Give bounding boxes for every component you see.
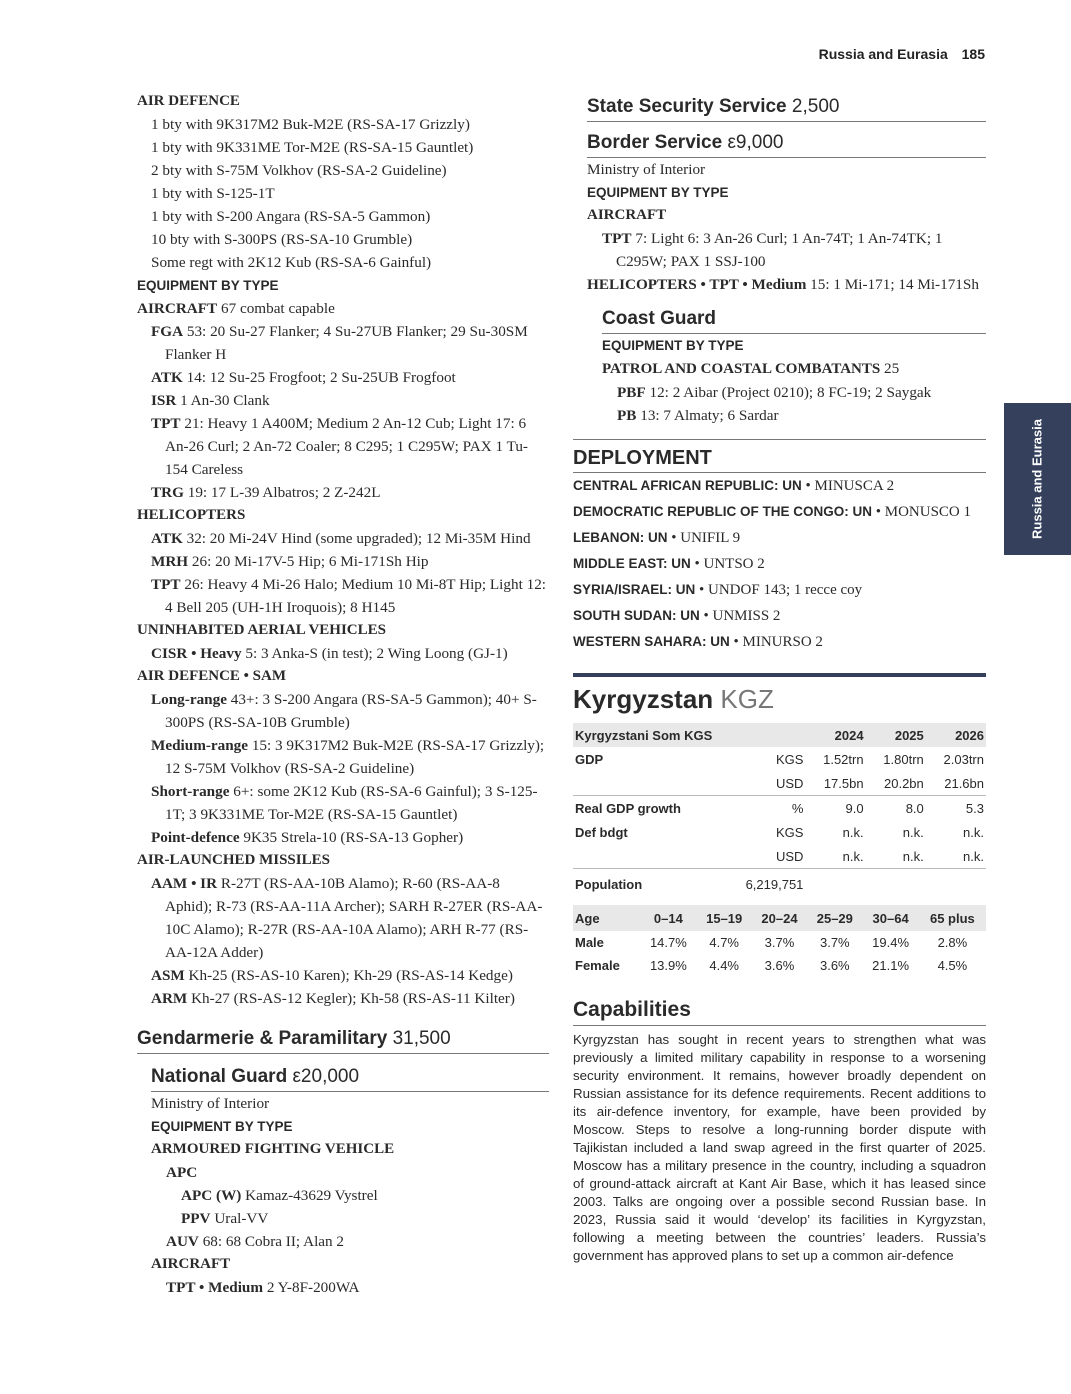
econ-year: 2024: [805, 723, 865, 747]
econ-value: 2.03trn: [943, 751, 984, 767]
running-header: [819, 46, 985, 62]
econ-row: [573, 747, 986, 771]
ng-auv: AUV 68: 68 Cobra II; Alan 2: [166, 1233, 345, 1250]
aircraft-item: [137, 366, 549, 389]
deployment-mission: • UNTSO 2: [690, 556, 765, 572]
missile-item: [137, 964, 549, 987]
air-defence-item: Some regt with 2K12 Kub (RS-SA-6 Gainful): [151, 254, 432, 271]
deployment-country: LEBANON: UN: [573, 530, 668, 545]
deployment-mission: • UNDOF 143; 1 recce coy: [695, 582, 863, 598]
deployment-item: [573, 603, 986, 629]
uav-item-label: CISR • Heavy: [151, 645, 242, 662]
aircraft-item: [137, 412, 549, 481]
air-defence-item: 1 bty with 9K331ME Tor-M2E (RS-SA-15 Gauntlet): [151, 139, 474, 156]
missile-item-label: AAM • IR: [151, 875, 218, 892]
missile-item-label: ARM: [151, 990, 188, 1007]
aircraft-list: [137, 320, 549, 504]
bs-tpt: TPT 7: Light 6: 3 An-26 Curl; 1 An-74T; 1 An-74TK; 1 C295W; PAX 1 SSJ-100: [602, 230, 943, 270]
country-title: Kyrgyzstan KGZ: [573, 673, 986, 717]
econ-currency: Kyrgyzstani Som KGS: [573, 723, 805, 747]
helicopter-item-label: TPT: [151, 576, 181, 593]
age-cell: 4.7%: [709, 935, 739, 950]
sam-item-label: Short-range: [151, 783, 230, 800]
econ-value: n.k.: [805, 844, 865, 869]
helicopter-item-label: ATK: [151, 530, 183, 547]
age-header-cell: 20–24: [752, 905, 807, 931]
ng-apc: APC: [166, 1164, 198, 1181]
deployment-country: SOUTH SUDAN: UN: [573, 608, 700, 623]
econ-value: 1.52trn: [823, 751, 864, 767]
econ-row: [573, 844, 986, 869]
deployment-country: SYRIA/ISRAEL: UN: [573, 582, 696, 597]
age-header-cell: 25–29: [807, 905, 862, 931]
national-guard-heading: National Guard ε20,000: [151, 1064, 549, 1092]
econ-header-row: [573, 723, 986, 747]
deployment-heading: DEPLOYMENT: [573, 439, 986, 473]
uav-heading: UNINHABITED AERIAL VEHICLES: [137, 622, 386, 638]
helicopter-item-text: 26: 20 Mi-17V-5 Hip; 6 Mi-171Sh Hip: [188, 553, 429, 570]
econ-unit: USD: [722, 771, 806, 796]
header-section: Russia and Eurasia: [818, 46, 948, 62]
econ-row: [573, 771, 986, 796]
econ-unit: KGS: [775, 751, 804, 767]
bs-aircraft-heading: AIRCRAFT: [587, 207, 667, 223]
population-spacer: [805, 869, 986, 900]
ng-aircraft-heading: AIRCRAFT: [151, 1256, 231, 1272]
helicopter-item-label: MRH: [151, 553, 189, 570]
missile-item: [137, 987, 549, 1010]
aircraft-item-text: 19: 17 L-39 Albatros; 2 Z-242L: [183, 484, 381, 501]
econ-value: 5.3: [965, 800, 984, 816]
missile-item-label: ASM: [151, 967, 185, 984]
deployment-mission: • MONUSCO 1: [872, 504, 972, 520]
missiles-heading: AIR-LAUNCHED MISSILES: [137, 852, 330, 868]
air-defence-item: 1 bty with S-125-1T: [151, 185, 275, 202]
left-column: [137, 90, 549, 1299]
aircraft-item-text: 53: 20 Su-27 Flanker; 4 Su-27UB Flanker; 29 Su-30SM Flanker H: [165, 323, 528, 363]
helicopter-item-text: 32: 20 Mi-24V Hind (some upgraded); 12 Mi-35M Hind: [182, 530, 531, 547]
ng-afv-heading: ARMOURED FIGHTING VEHICLE: [151, 1141, 395, 1157]
missile-item-text: Kh-27 (RS-AS-12 Kegler); Kh-58 (RS-AS-11 Kilter): [187, 990, 515, 1007]
deployment-mission: • UNIFIL 9: [667, 530, 741, 546]
ng-apc-w: APC (W) Kamaz-43629 Vystrel: [181, 1187, 378, 1204]
sam-item: [137, 826, 549, 849]
uav-item: [137, 642, 549, 665]
helicopter-item: [137, 573, 549, 619]
sam-item: [137, 688, 549, 734]
air-defence-item: 1 bty with S-200 Angara (RS-SA-5 Gammon): [151, 208, 431, 225]
air-defence-heading: AIR DEFENCE: [137, 93, 240, 109]
sam-item-text: 9K35 Strela-10 (RS-SA-13 Gopher): [239, 829, 464, 846]
ng-equipment-heading: EQUIPMENT BY TYPE: [151, 1119, 293, 1134]
sam-item-label: Medium-range: [151, 737, 249, 754]
air-defence-item: 2 bty with S-75M Volkhov (RS-SA-2 Guideline): [151, 162, 447, 179]
age-cell: 3.6%: [819, 958, 850, 973]
ng-tpt: TPT • Medium 2 Y-8F-200WA: [166, 1279, 360, 1296]
deployment-mission: • MINURSO 2: [729, 634, 823, 650]
population-value: 6,219,751: [745, 876, 804, 892]
aircraft-item-label: ISR: [151, 392, 177, 409]
age-header-cell: Age: [573, 905, 640, 931]
missiles-list: [137, 872, 549, 1010]
deployment-mission: • MINUSCA 2: [801, 478, 895, 494]
age-header-row: [573, 905, 986, 931]
age-cell: 19.4%: [872, 935, 910, 950]
sam-item: [137, 780, 549, 826]
missile-item-text: R-27T (RS-AA-10B Alamo); R-60 (RS-AA-8 Aphid); R-73 (RS-AA-11A Archer); SARH R-27ER (RS-AA-10C Alamo); R-27R (RS-AA-10A Alamo); ARH R-77 (RS-AA-12A Adder): [165, 875, 543, 961]
age-cell: Male: [575, 935, 604, 950]
aircraft-item-label: TPT: [151, 415, 181, 432]
aircraft-item-text: 14: 12 Su-25 Frogfoot; 2 Su-25UB Frogfoot: [182, 369, 456, 386]
ng-ppv: PPV Ural-VV: [181, 1210, 269, 1227]
helicopter-item: [137, 527, 549, 550]
deployment-item: [573, 473, 986, 499]
age-cell: 3.7%: [819, 935, 850, 950]
econ-value: 20.2bn: [866, 771, 926, 796]
age-cell: 4.5%: [937, 958, 968, 973]
aircraft-item-text: 21: Heavy 1 A400M; Medium 2 An-12 Cub; Light 17: 6 An-26 Curl; 2 An-72 Coaler; 8 C295; 1 C295W; PAX 1 Tu-154 Careless: [165, 415, 528, 478]
aircraft-item: [137, 389, 549, 412]
econ-value: n.k.: [902, 824, 924, 840]
ng-ministry: Ministry of Interior: [151, 1095, 270, 1112]
aircraft-item-text: 1 An-30 Clank: [176, 392, 270, 409]
sam-item-text: 43+: 3 S-200 Angara (RS-SA-5 Gammon); 40+ S-300PS (RS-SA-10B Grumble): [165, 691, 537, 731]
sam-list: [137, 688, 549, 849]
age-cell: 3.7%: [764, 935, 795, 950]
age-header-cell: 15–19: [697, 905, 752, 931]
missile-item-text: Kh-25 (RS-AS-10 Karen); Kh-29 (RS-AS-14 Kedge): [184, 967, 513, 984]
deployment-country: CENTRAL AFRICAN REPUBLIC: UN: [573, 478, 802, 493]
econ-year: 2025: [866, 723, 926, 747]
age-table: [573, 905, 986, 977]
helicopter-item: [137, 550, 549, 573]
age-cell: 4.4%: [709, 958, 739, 973]
section-side-tab: [1004, 403, 1071, 555]
cg-pb: PB 13: 7 Almaty; 6 Sardar: [617, 407, 779, 424]
bs-helicopters: HELICOPTERS • TPT • Medium 15: 1 Mi-171; 14 Mi-171Sh: [587, 276, 979, 293]
age-cell: 21.1%: [872, 958, 910, 973]
age-header-cell: 65 plus: [919, 905, 986, 931]
econ-value: 9.0: [845, 800, 864, 816]
econ-value: n.k.: [963, 824, 984, 840]
econ-label: Def bdgt: [575, 824, 628, 840]
missile-item: [137, 872, 549, 964]
coast-guard-heading: Coast Guard: [602, 306, 986, 334]
age-cell: 14.7%: [649, 935, 687, 950]
equipment-heading: EQUIPMENT BY TYPE: [137, 278, 279, 293]
sam-item: [137, 734, 549, 780]
air-defence-item: 1 bty with 9K317M2 Buk-M2E (RS-SA-17 Grizzly): [151, 116, 470, 133]
helicopter-item-text: 26: Heavy 4 Mi-26 Halo; Medium 10 Mi-8T Hip; Light 12: 4 Bell 205 (UH-1H Iroquois); 8 H145: [165, 576, 547, 616]
econ-value: n.k.: [926, 844, 986, 869]
econ-value: 1.80trn: [883, 751, 924, 767]
uav-item-text: 5: 3 Anka-S (in test); 2 Wing Loong (GJ-1): [241, 645, 508, 662]
deployment-country: WESTERN SAHARA: UN: [573, 634, 730, 649]
econ-unit: %: [791, 800, 804, 816]
econ-label: [573, 844, 722, 869]
sam-item-text: 15: 3 9K317M2 Buk-M2E (RS-SA-17 Grizzly); 12 S-75M Volkhov (RS-SA-2 Guideline): [165, 737, 545, 777]
bs-equipment-heading: EQUIPMENT BY TYPE: [587, 185, 729, 200]
age-cell: 3.6%: [764, 958, 795, 973]
helicopters-list: [137, 527, 549, 619]
econ-value: n.k.: [866, 844, 926, 869]
cg-equipment-heading: EQUIPMENT BY TYPE: [602, 338, 744, 353]
capabilities-text: Kyrgyzstan has sought in recent years to strengthen what was previously a limited military capability in response to a worsening security environment. It remains, however broadly dependent on Russian assistance for its defence requirements. Recent additions to its air-defence inventory, for example, have been provided by Moscow. Steps to resolve a long-running border dispute with Tajikistan included a land swap agreed in the first quarter of 2025. Moscow has a military presence in the country, including a squadron of ground-attack aircraft at Kant Air Base, which it has leased since 2003. Talks are ongoing over a possible second Russian base. In 2023, Russia said it would ‘develop’ its facilities in Kyrgyzstan, following a meeting between the countries’ leaders. Russia’s government has approved plans to set up a common air-defence: [573, 1032, 986, 1263]
air-defence-list: [137, 113, 549, 274]
age-row: [573, 931, 986, 954]
econ-label: [573, 771, 722, 796]
econ-row: [573, 820, 986, 844]
age-cell: 2.8%: [937, 935, 968, 950]
aircraft-item-label: FGA: [151, 323, 184, 340]
side-tab-label: Russia and Eurasia: [1029, 419, 1045, 539]
econ-value: 21.6bn: [926, 771, 986, 796]
population-label: Population: [575, 876, 643, 892]
age-header-cell: 0–14: [640, 905, 696, 931]
cg-pcc: PATROL AND COASTAL COMBATANTS 25: [602, 360, 900, 377]
age-header-cell: 30–64: [862, 905, 918, 931]
econ-unit: KGS: [775, 824, 804, 840]
deployment-item: [573, 629, 986, 655]
deployment-item: [573, 577, 986, 603]
econ-unit: USD: [722, 844, 806, 869]
economic-table: [573, 723, 986, 899]
aircraft-item-label: TRG: [151, 484, 184, 501]
population-row: [573, 869, 986, 900]
right-column: [573, 90, 986, 1265]
air-defence-sam-heading: AIR DEFENCE • SAM: [137, 668, 287, 684]
age-row: [573, 954, 986, 977]
aircraft-item-label: ATK: [151, 369, 183, 386]
deployment-item: [573, 499, 986, 525]
border-service-heading: Border Service ε9,000: [587, 130, 986, 158]
age-cell: Female: [575, 958, 620, 973]
deployment-item: [573, 551, 986, 577]
econ-label: Real GDP growth: [575, 800, 681, 816]
sam-item-label: Long-range: [151, 691, 227, 708]
econ-year: 2026: [926, 723, 986, 747]
capabilities-heading: Capabilities: [573, 995, 986, 1026]
cg-pbf: PBF 12: 2 Aibar (Project 0210); 8 FC-19; 2 Saygak: [617, 384, 932, 401]
helicopters-heading: HELICOPTERS: [137, 507, 246, 523]
deployment-item: [573, 525, 986, 551]
aircraft-item: [137, 481, 549, 504]
deployment-country: DEMOCRATIC REPUBLIC OF THE CONGO: UN: [573, 504, 872, 519]
gendarmerie-heading: Gendarmerie & Paramilitary 31,500: [137, 1026, 549, 1054]
deployment-mission: • UNMISS 2: [699, 608, 781, 624]
bs-ministry: Ministry of Interior: [587, 161, 706, 178]
econ-label: GDP: [575, 751, 604, 767]
air-defence-item: 10 bty with S-300PS (RS-SA-10 Grumble): [151, 231, 413, 248]
page-number: 185: [961, 46, 985, 62]
econ-value: 8.0: [905, 800, 924, 816]
aircraft-item: [137, 320, 549, 366]
econ-value: 17.5bn: [805, 771, 865, 796]
sam-item-label: Point-defence: [151, 829, 240, 846]
aircraft-heading: AIRCRAFT 67 combat capable: [137, 300, 335, 317]
uav-list: [137, 642, 549, 665]
econ-value: n.k.: [842, 824, 864, 840]
deployment-list: [573, 473, 986, 655]
econ-row: [573, 796, 986, 821]
age-cell: 13.9%: [649, 958, 687, 973]
sam-item-text: 6+: some 2K12 Kub (RS-SA-6 Gainful); 3 S-125-1T; 3 9K331ME Tor-M2E (RS-SA-15 Gauntlet): [165, 783, 538, 823]
deployment-country: MIDDLE EAST: UN: [573, 556, 691, 571]
state-security-heading: State Security Service 2,500: [587, 94, 986, 122]
